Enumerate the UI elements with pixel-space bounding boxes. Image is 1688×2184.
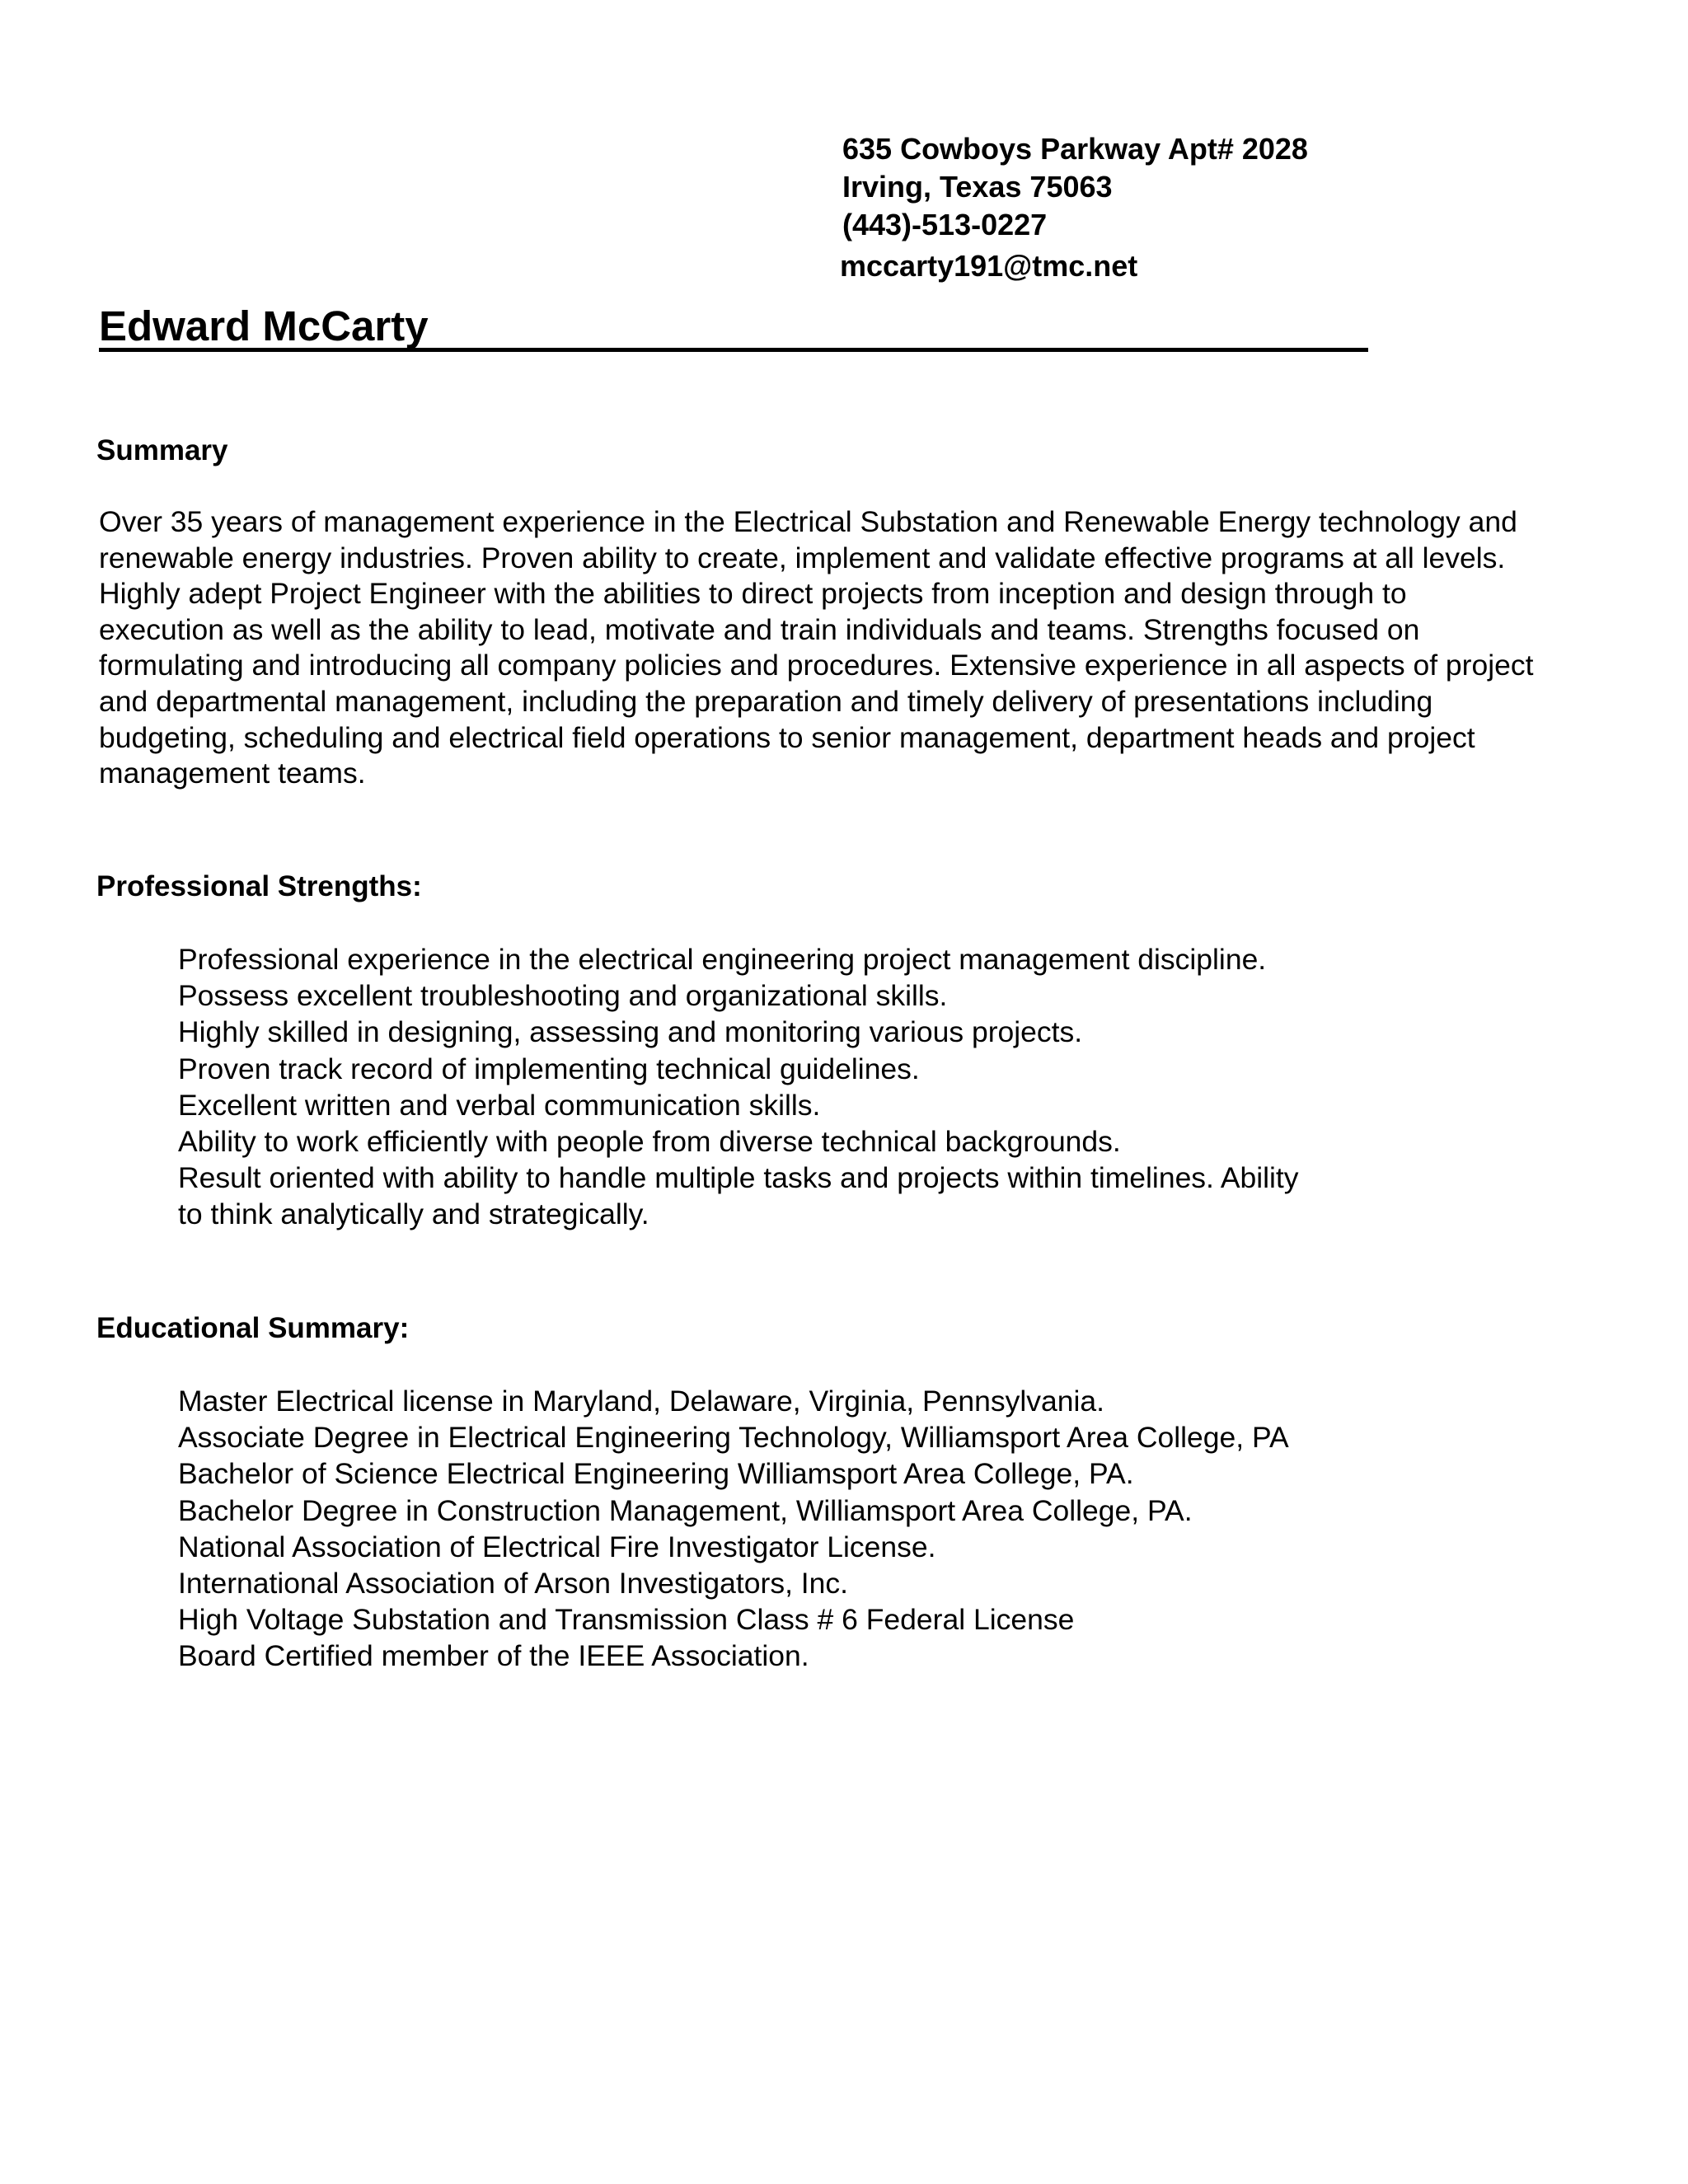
contact-email: mccarty191@tmc.net [840, 249, 1138, 283]
list-item: Possess excellent troubleshooting and organizational skills. [178, 979, 948, 1013]
applicant-name: Edward McCarty [99, 301, 1368, 352]
list-item: Master Electrical license in Maryland, Delaware, Virginia, Pennsylvania. [178, 1385, 1105, 1418]
list-item: Bachelor of Science Electrical Engineering Williamsport Area College, PA. [178, 1457, 1134, 1491]
summary-line: and departmental management, including the preparation and timely delivery of presentations including [99, 684, 1433, 718]
list-item: Board Certified member of the IEEE Association. [178, 1639, 809, 1673]
list-item: Result oriented with ability to handle multiple tasks and projects within timelines. Ability [178, 1161, 1299, 1195]
contact-block [842, 130, 1308, 285]
summary-line: formulating and introducing all company policies and procedures. Extensive experience in all aspects of project [99, 649, 1534, 682]
list-item: Professional experience in the electrical engineering project management discipline. [178, 943, 1267, 976]
summary-line: Over 35 years of management experience in the Electrical Substation and Renewable Energy technology and [99, 505, 1517, 538]
list-item: International Association of Arson Investigators, Inc. [178, 1567, 849, 1601]
list-item: Proven track record of implementing technical guidelines. [178, 1052, 920, 1085]
summary-line: Highly adept Project Engineer with the abilities to direct projects from inception and design through to [99, 577, 1407, 611]
list-item: Highly skilled in designing, assessing and monitoring various projects. [178, 1015, 1083, 1049]
contact-address: 635 Cowboys Parkway Apt# 2028 [842, 132, 1308, 166]
list-item: Bachelor Degree in Construction Management, Williamsport Area College, PA. [178, 1493, 1193, 1527]
summary-line: execution as well as the ability to lead, motivate and train individuals and teams. Strengths focused on [99, 612, 1420, 646]
summary-heading: Summary [96, 434, 228, 466]
summary-line: management teams. [99, 757, 366, 790]
summary-line: budgeting, scheduling and electrical field operations to senior management, department heads and project [99, 720, 1475, 754]
contact-city-state-zip: Irving, Texas 75063 [842, 170, 1113, 204]
list-item: to think analytically and strategically. [178, 1197, 649, 1231]
summary-paragraph [99, 504, 1599, 792]
summary-line: renewable energy industries. Proven ability to create, implement and validate effective programs at all levels. [99, 541, 1506, 574]
strengths-heading: Professional Strengths: [96, 870, 422, 902]
list-item: Excellent written and verbal communication skills. [178, 1088, 821, 1122]
education-list [178, 1383, 1289, 1675]
contact-phone: (443)-513-0227 [842, 208, 1048, 241]
strengths-list [178, 941, 1299, 1233]
list-item: Associate Degree in Electrical Engineering Technology, Williamsport Area College, PA [178, 1421, 1289, 1455]
education-heading: Educational Summary: [96, 1312, 410, 1344]
list-item: National Association of Electrical Fire Investigator License. [178, 1530, 936, 1563]
list-item: Ability to work efficiently with people from diverse technical backgrounds. [178, 1125, 1121, 1159]
list-item: High Voltage Substation and Transmission Class # 6 Federal License [178, 1603, 1075, 1637]
